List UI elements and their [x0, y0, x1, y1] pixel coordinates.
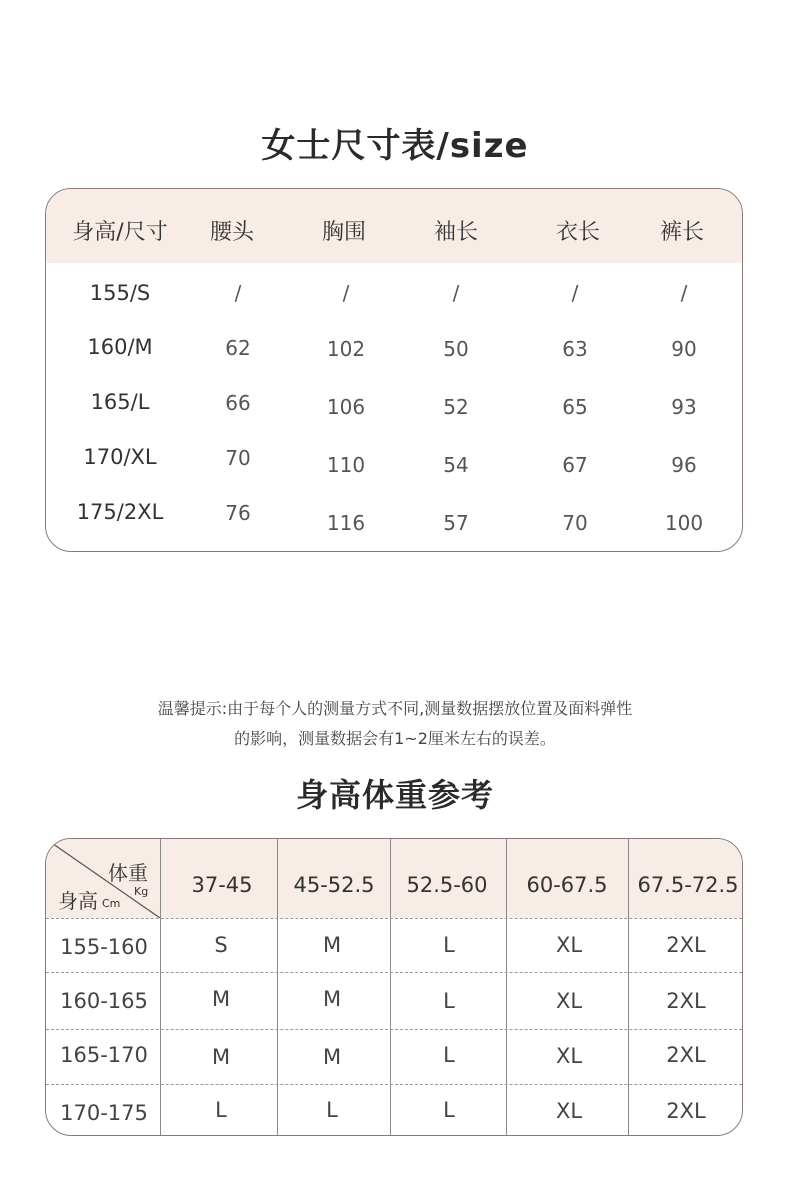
table-cell: 65	[562, 395, 588, 419]
column-divider	[390, 839, 391, 1135]
table-cell: 62	[225, 336, 251, 360]
table-cell: 116	[326, 511, 366, 535]
table-cell: M	[322, 987, 342, 1011]
row-divider	[46, 918, 742, 919]
table-cell: L	[443, 989, 455, 1013]
table-cell: XL	[555, 1044, 583, 1068]
column-divider	[277, 839, 278, 1135]
table-cell: 66	[225, 391, 251, 415]
table-cell: M	[322, 1045, 342, 1069]
table-cell: 93	[671, 395, 697, 419]
size-chart-title: 女士尺寸表/size	[261, 126, 529, 166]
table-row-size: 175/2XL	[76, 500, 164, 524]
weight-range-header: 67.5-72.5	[637, 873, 739, 897]
table-cell: S	[214, 933, 228, 957]
table-cell: 2XL	[666, 1043, 706, 1067]
weight-range-header: 60-67.5	[526, 873, 608, 897]
table-cell: M	[322, 933, 342, 957]
table-cell: L	[326, 1098, 338, 1122]
height-weight-table	[45, 838, 743, 1136]
table-cell: /	[680, 281, 688, 305]
table-row-size: 165/L	[90, 390, 150, 414]
header-height-size: 身高/尺寸	[72, 220, 168, 245]
height-weight-title: 身高体重参考	[295, 776, 494, 814]
table-row-size: 170/XL	[83, 445, 157, 469]
table-cell: 52	[443, 395, 469, 419]
table-cell: 2XL	[666, 989, 706, 1013]
table-cell: M	[211, 987, 231, 1011]
corner-height-unit: Cm	[102, 897, 121, 910]
table-row-height: 170-175	[60, 1101, 148, 1125]
table-row-height: 155-160	[60, 935, 148, 959]
weight-range-header: 52.5-60	[406, 873, 488, 897]
table-cell: /	[452, 281, 460, 305]
size-table	[45, 188, 743, 552]
corner-weight-label: 体重	[108, 861, 148, 885]
table-cell: L	[443, 1043, 455, 1067]
table-cell: 106	[326, 395, 366, 419]
table-row-height: 160-165	[60, 989, 148, 1013]
table-cell: 54	[443, 453, 469, 477]
header-pants-length: 裤长	[659, 220, 705, 245]
header-top-length: 衣长	[555, 220, 601, 245]
table-row-size: 155/S	[89, 281, 151, 305]
table-cell: /	[234, 281, 242, 305]
table-cell: 90	[671, 337, 697, 361]
weight-range-header: 45-52.5	[293, 873, 375, 897]
table-cell: 110	[326, 453, 366, 477]
table-cell: 2XL	[666, 1099, 706, 1123]
row-divider	[46, 1029, 742, 1030]
header-sleeve: 袖长	[433, 220, 479, 245]
table-cell: M	[211, 1045, 231, 1069]
row-divider	[46, 1084, 742, 1085]
column-divider	[160, 839, 161, 1135]
table-row-size: 160/M	[87, 335, 153, 359]
column-divider	[628, 839, 629, 1135]
column-divider	[506, 839, 507, 1135]
table-cell: 100	[664, 511, 704, 535]
table-cell: L	[215, 1098, 227, 1122]
table-cell: 50	[443, 337, 469, 361]
table-cell: /	[342, 281, 350, 305]
table-cell: 70	[225, 446, 251, 470]
table-cell: L	[443, 1098, 455, 1122]
table-cell: 76	[225, 501, 251, 525]
table-cell: 102	[326, 337, 366, 361]
table-cell: /	[571, 281, 579, 305]
notice-line-2: 的影响，测量数据会有1~2厘米左右的误差。	[234, 729, 556, 748]
row-divider	[46, 972, 742, 973]
header-waist: 腰头	[209, 220, 255, 245]
table-cell: 96	[671, 453, 697, 477]
size-table-header	[46, 189, 742, 263]
table-cell: 57	[443, 511, 469, 535]
table-cell: 63	[562, 337, 588, 361]
table-cell: L	[443, 933, 455, 957]
table-cell: 70	[562, 511, 588, 535]
table-cell: 67	[562, 453, 588, 477]
table-row-height: 165-170	[60, 1043, 148, 1067]
weight-range-header: 37-45	[191, 873, 253, 897]
table-cell: XL	[555, 1099, 583, 1123]
notice-line-1: 温馨提示:由于每个人的测量方式不同,测量数据摆放位置及面料弹性	[157, 699, 633, 718]
table-cell: XL	[555, 933, 583, 957]
corner-weight-unit: Kg	[134, 885, 149, 898]
corner-height-label: 身高	[58, 889, 98, 913]
table-cell: 2XL	[666, 933, 706, 957]
header-chest: 胸围	[321, 220, 367, 245]
table-cell: XL	[555, 989, 583, 1013]
